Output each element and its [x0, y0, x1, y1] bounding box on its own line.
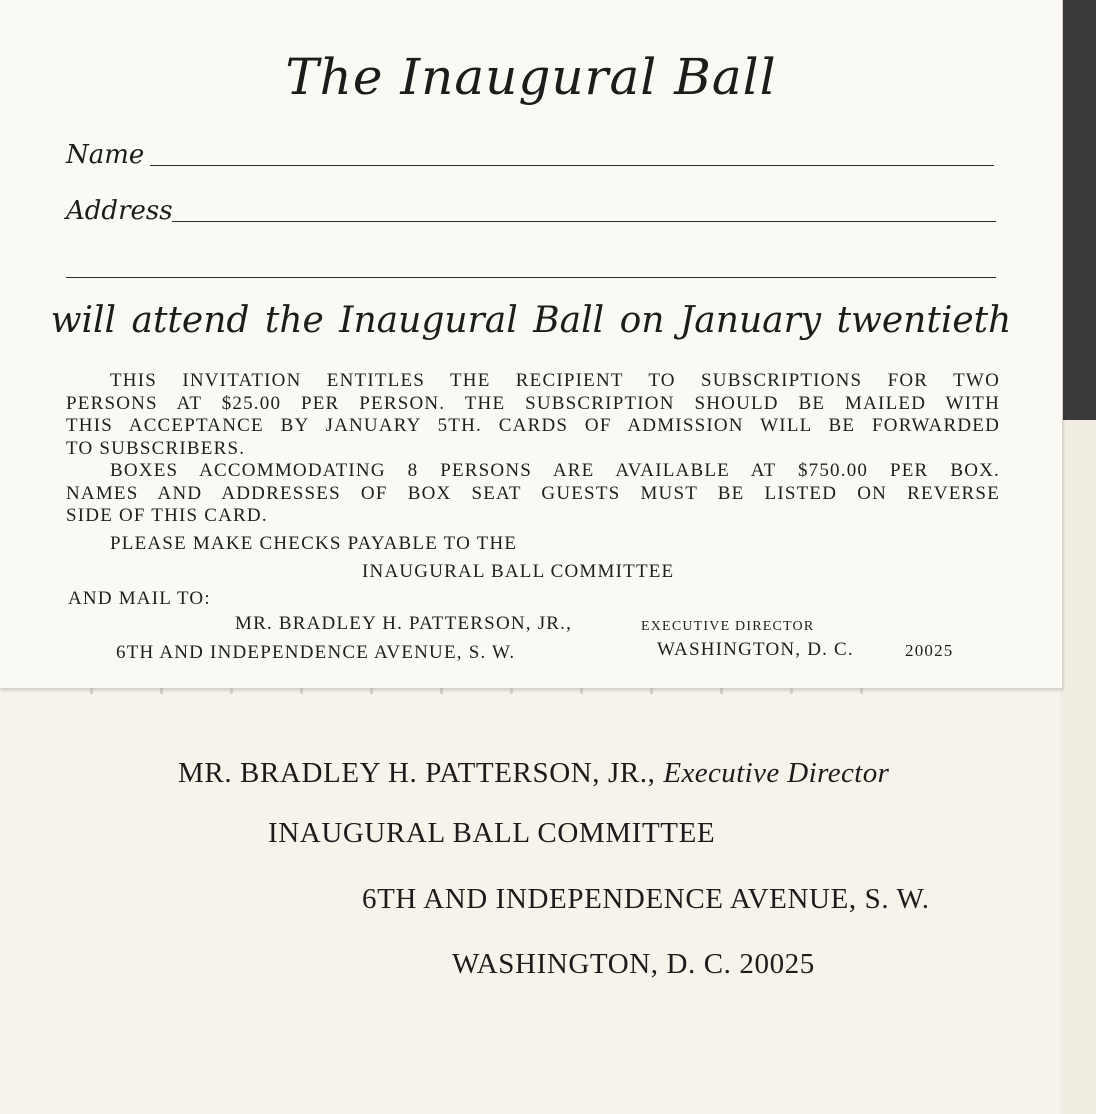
paragraph2-line: BOXES ACCOMMODATING 8 PERSONS ARE AVAILABLE AT $750.00 PER BOX. — [110, 460, 1000, 481]
name-field-line[interactable] — [150, 165, 994, 166]
mail-to-label: AND MAIL TO: — [68, 588, 211, 609]
committee-name: INAUGURAL BALL COMMITTEE — [362, 561, 675, 582]
paragraph2-line: SIDE OF THIS CARD. — [66, 505, 268, 526]
checks-payable-line: PLEASE MAKE CHECKS PAYABLE TO THE — [110, 533, 518, 554]
address-field-line[interactable] — [172, 221, 996, 222]
paragraph2-line: NAMES AND ADDRESSES OF BOX SEAT GUESTS MUST BE LISTED ON REVERSE — [66, 482, 1000, 504]
envelope-director-name: MR. BRADLEY H. PATTERSON, JR., — [178, 757, 656, 789]
envelope-edge — [1060, 420, 1096, 1114]
zip-code: 20025 — [905, 641, 954, 660]
address-label: Address — [66, 196, 173, 226]
city-state: WASHINGTON, D. C. — [657, 639, 854, 660]
envelope-line-1 — [178, 757, 889, 790]
attendance-statement: will attend the Inaugural Ball on January twentieth — [50, 300, 1012, 341]
dark-backing-strip — [1060, 0, 1096, 420]
paragraph1-line: THIS INVITATION ENTITLES THE RECIPIENT TO SUBSCRIPTIONS FOR TWO — [110, 370, 1000, 391]
faint-show-through — [90, 688, 930, 694]
subscription-paragraph — [66, 370, 1000, 460]
envelope-director-title: Executive Director — [663, 757, 890, 789]
paragraph1-line: TO SUBSCRIBERS. — [66, 437, 246, 459]
boxes-paragraph — [66, 460, 1000, 528]
card-title: The Inaugural Ball — [285, 48, 777, 106]
director-name: MR. BRADLEY H. PATTERSON, JR., — [235, 613, 573, 634]
envelope-line-2: INAUGURAL BALL COMMITTEE — [268, 817, 716, 849]
paragraph1-line: THIS ACCEPTANCE BY JANUARY 5TH. CARDS OF ADMISSION WILL BE FORWARDED — [66, 415, 1000, 436]
paragraph1-line: PERSONS AT $25.00 PER PERSON. THE SUBSCRIPTION SHOULD BE MAILED WITH — [66, 392, 1000, 414]
address-second-line[interactable] — [66, 277, 996, 278]
name-label: Name — [66, 140, 145, 170]
envelope-line-4: WASHINGTON, D. C. 20025 — [452, 948, 815, 980]
envelope-line-3: 6TH AND INDEPENDENCE AVENUE, S. W. — [362, 883, 930, 915]
street-address: 6TH AND INDEPENDENCE AVENUE, S. W. — [116, 642, 516, 663]
director-title: EXECUTIVE DIRECTOR — [641, 619, 815, 634]
